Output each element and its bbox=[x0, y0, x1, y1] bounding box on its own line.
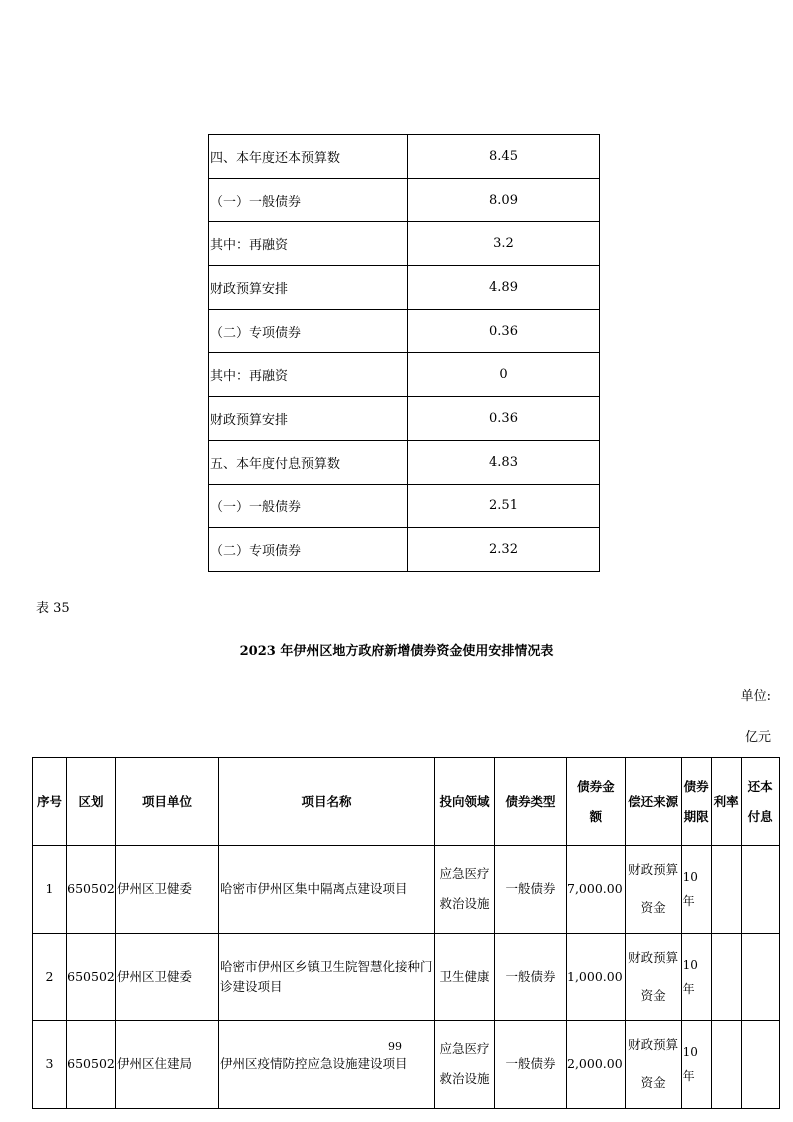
header-amount-line1: 债券金 bbox=[577, 778, 615, 794]
cell-district: 650502 bbox=[67, 1021, 116, 1109]
header-repay-line2: 付息 bbox=[747, 808, 773, 824]
header-seq: 序号 bbox=[33, 758, 67, 846]
cell-field-line1: 应急医疗 bbox=[439, 1041, 490, 1057]
table-row bbox=[33, 846, 780, 934]
cell-field bbox=[435, 1021, 495, 1109]
cell-project: 哈密市伊州区乡镇卫生院智慧化接种门诊建设项目 bbox=[219, 933, 435, 1021]
cell-bond-type: 一般债券 bbox=[495, 933, 567, 1021]
header-source: 偿还来源 bbox=[625, 758, 681, 846]
cell-source-line1: 财政预算 bbox=[628, 1037, 679, 1053]
page-number: 99 bbox=[388, 1040, 402, 1053]
cell-bond-type: 一般债券 bbox=[495, 846, 567, 934]
cell-term: 10 年 bbox=[681, 1021, 711, 1109]
cell-unit: 伊州区卫健委 bbox=[116, 933, 219, 1021]
budget-value: 4.89 bbox=[408, 266, 600, 310]
table-row bbox=[33, 1021, 780, 1109]
budget-label: 其中：再融资 bbox=[209, 353, 408, 397]
cell-source-line1: 财政预算 bbox=[628, 862, 679, 878]
budget-value: 2.32 bbox=[408, 528, 600, 572]
cell-repay bbox=[741, 846, 779, 934]
cell-rate bbox=[711, 1021, 741, 1109]
budget-row bbox=[209, 222, 600, 266]
cell-district: 650502 bbox=[67, 933, 116, 1021]
cell-amount: 1,000.00 bbox=[567, 933, 626, 1021]
budget-row bbox=[209, 528, 600, 572]
cell-field bbox=[435, 846, 495, 934]
cell-source bbox=[625, 846, 681, 934]
budget-row bbox=[209, 309, 600, 353]
budget-label: 财政预算安排 bbox=[209, 266, 408, 310]
cell-seq: 3 bbox=[33, 1021, 67, 1109]
budget-label: 四、本年度还本预算数 bbox=[209, 135, 408, 179]
cell-field-line1: 应急医疗 bbox=[439, 866, 490, 882]
budget-value: 3.2 bbox=[408, 222, 600, 266]
cell-rate bbox=[711, 846, 741, 934]
cell-amount: 7,000.00 bbox=[567, 846, 626, 934]
unit-value: 亿元 bbox=[744, 730, 771, 745]
cell-field-line2: 救治设施 bbox=[439, 1071, 490, 1087]
table-row bbox=[33, 933, 780, 1021]
cell-rate bbox=[711, 933, 741, 1021]
header-unit: 项目单位 bbox=[116, 758, 219, 846]
header-term bbox=[681, 758, 711, 846]
cell-term: 10 年 bbox=[681, 933, 711, 1021]
header-repay-line1: 还本 bbox=[747, 778, 773, 794]
header-field: 投向领域 bbox=[435, 758, 495, 846]
cell-source-line2: 资金 bbox=[640, 987, 666, 1003]
budget-table bbox=[208, 134, 600, 572]
header-project: 项目名称 bbox=[219, 758, 435, 846]
header-term-line2: 期限 bbox=[683, 808, 709, 824]
cell-project: 哈密市伊州区集中隔离点建设项目 bbox=[219, 846, 435, 934]
header-row bbox=[33, 758, 780, 846]
header-term-line1: 债券 bbox=[683, 778, 709, 794]
budget-row bbox=[209, 397, 600, 441]
budget-label: （一）一般债券 bbox=[209, 178, 408, 222]
cell-source bbox=[625, 1021, 681, 1109]
budget-value: 2.51 bbox=[408, 484, 600, 528]
cell-amount: 2,000.00 bbox=[567, 1021, 626, 1109]
budget-value: 4.83 bbox=[408, 440, 600, 484]
cell-district: 650502 bbox=[67, 846, 116, 934]
budget-value: 8.09 bbox=[408, 178, 600, 222]
cell-field-line1: 卫生健康 bbox=[439, 968, 490, 984]
budget-value: 0 bbox=[408, 353, 600, 397]
cell-source-line2: 资金 bbox=[640, 900, 666, 916]
cell-unit: 伊州区卫健委 bbox=[116, 846, 219, 934]
header-amount-line2: 额 bbox=[589, 808, 603, 824]
header-repay bbox=[741, 758, 779, 846]
budget-value: 8.45 bbox=[408, 135, 600, 179]
cell-field-line2: 救治设施 bbox=[439, 896, 490, 912]
budget-value: 0.36 bbox=[408, 309, 600, 353]
cell-source-line1: 财政预算 bbox=[628, 949, 679, 965]
cell-source bbox=[625, 933, 681, 1021]
bond-usage-table bbox=[32, 757, 780, 1109]
cell-seq: 1 bbox=[33, 846, 67, 934]
cell-bond-type: 一般债券 bbox=[495, 1021, 567, 1109]
budget-row bbox=[209, 484, 600, 528]
budget-row bbox=[209, 440, 600, 484]
header-district: 区划 bbox=[67, 758, 116, 846]
budget-row bbox=[209, 353, 600, 397]
budget-label: （二）专项债券 bbox=[209, 528, 408, 572]
budget-row bbox=[209, 178, 600, 222]
cell-field bbox=[435, 933, 495, 1021]
budget-label: 财政预算安排 bbox=[209, 397, 408, 441]
header-bond-type: 债券类型 bbox=[495, 758, 567, 846]
unit-label: 单位: bbox=[740, 689, 771, 704]
budget-row bbox=[209, 135, 600, 179]
budget-row bbox=[209, 266, 600, 310]
table-caption: 表 35 bbox=[36, 601, 70, 616]
cell-repay bbox=[741, 1021, 779, 1109]
budget-label: （一）一般债券 bbox=[209, 484, 408, 528]
cell-unit: 伊州区住建局 bbox=[116, 1021, 219, 1109]
table-title: 2023 年伊州区地方政府新增债券资金使用安排情况表 bbox=[239, 644, 554, 659]
budget-label: 五、本年度付息预算数 bbox=[209, 440, 408, 484]
budget-label: （二）专项债券 bbox=[209, 309, 408, 353]
cell-source-line2: 资金 bbox=[640, 1075, 666, 1091]
cell-term: 10 年 bbox=[681, 846, 711, 934]
budget-label: 其中：再融资 bbox=[209, 222, 408, 266]
cell-repay bbox=[741, 933, 779, 1021]
header-rate: 利率 bbox=[711, 758, 741, 846]
budget-value: 0.36 bbox=[408, 397, 600, 441]
cell-seq: 2 bbox=[33, 933, 67, 1021]
cell-project: 伊州区疫情防控应急设施建设项目 bbox=[219, 1021, 435, 1109]
header-amount bbox=[567, 758, 626, 846]
